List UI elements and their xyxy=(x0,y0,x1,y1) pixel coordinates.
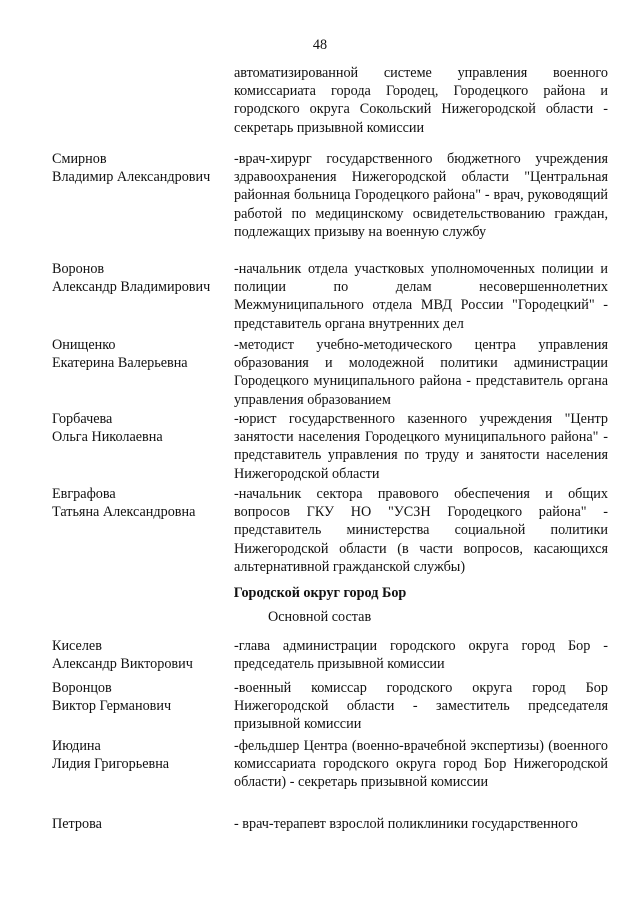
member-surname: Евграфова xyxy=(52,486,116,502)
member-name xyxy=(52,336,232,372)
member-name xyxy=(52,679,232,715)
member-name xyxy=(52,150,232,186)
member-surname: Воронов xyxy=(52,261,105,277)
member-role: -военный комиссар городского округа город Бор Нижегородской области - заместитель председателя призывной комиссии xyxy=(234,680,608,733)
member-role: -юрист государственного казенного учреждения "Центр занятости населения Городецкого муниципального района" - представитель управления по труду и занятости населения Нижегородской области xyxy=(234,411,608,482)
section-subtitle: Основной состав xyxy=(268,609,372,625)
member-given-name: Виктор Германович xyxy=(52,698,172,715)
member-name xyxy=(52,485,232,521)
member-given-name: Лидия Григорьевна xyxy=(52,756,170,773)
member-given-name: Александр Владимирович xyxy=(52,279,211,296)
member-name xyxy=(52,737,232,773)
member-given-name: Екатерина Валерьевна xyxy=(52,355,188,372)
member-role: -фельдшер Центра (военно-врачебной экспертизы) (военного комиссариата городского округа город Бор Нижегородской области) - секретарь призывной комиссии xyxy=(234,738,608,791)
member-surname: Горбачева xyxy=(52,411,113,427)
member-role: -начальник отдела участковых уполномоченных полиции и полиции по делам несовершеннолетних Межмуниципального отдела МВД России "Городецкий" - представитель органа внутренних дел xyxy=(234,261,608,332)
member-name xyxy=(52,637,232,673)
member-surname: Петрова xyxy=(52,816,102,832)
member-name xyxy=(52,260,232,296)
member-role: - врач-терапевт взрослой поликлиники государственного xyxy=(234,816,578,832)
member-name xyxy=(52,410,232,446)
member-surname: Онищенко xyxy=(52,337,116,353)
member-surname: Смирнов xyxy=(52,151,107,167)
member-given-name: Александр Викторович xyxy=(52,656,193,673)
member-role: -глава администрации городского округа город Бор - председатель призывной комиссии xyxy=(234,638,608,673)
member-role: -методист учебно-методического центра управления образования и молодежной политики администрации Городецкого муниципального района - представитель органа управления образованием xyxy=(234,337,608,408)
member-role: автоматизированной системе управления военного комиссариата города Городец, Городецкого района и городского округа Сокольский Нижегородской области - секретарь призывной комиссии xyxy=(234,65,608,136)
member-surname: Июдина xyxy=(52,738,101,754)
page-number: 48 xyxy=(312,37,328,53)
member-given-name: Владимир Александрович xyxy=(52,169,211,186)
member-role: -начальник сектора правового обеспечения и общих вопросов ГКУ НО "УСЗН Городецкого района" - представитель министерства социальной политики Нижегородской области (в части вопросов, касающихся альтернативной гражданской службы) xyxy=(234,486,608,575)
member-role: -врач-хирург государственного бюджетного учреждения здравоохранения Нижегородской области "Центральная районная больница Городецкого района" - врач, руководящий работой по медицинскому освидетельствованию граждан, подлежащих призыву на военную службу xyxy=(234,151,608,240)
member-given-name: Ольга Николаевна xyxy=(52,429,163,446)
member-surname: Киселев xyxy=(52,638,102,654)
member-surname: Воронцов xyxy=(52,680,112,696)
member-name xyxy=(52,815,232,833)
section-title: Городской округ город Бор xyxy=(233,585,407,601)
member-given-name: Татьяна Александровна xyxy=(52,504,196,521)
